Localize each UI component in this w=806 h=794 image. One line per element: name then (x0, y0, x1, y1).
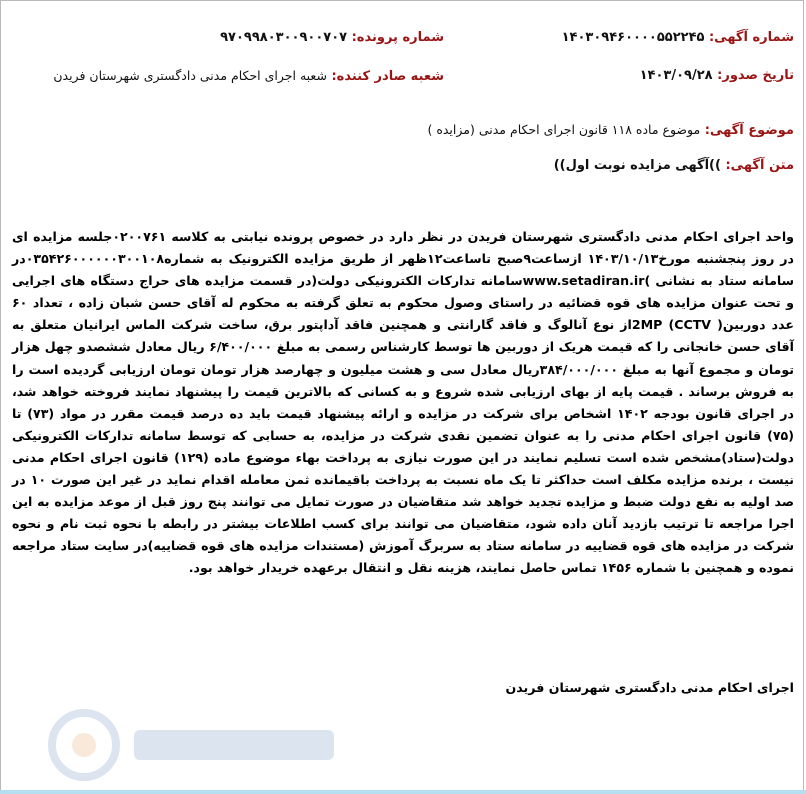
text-label: متن آگهی: (725, 158, 794, 173)
issuer-label: شعبه صادر کننده: (331, 69, 444, 84)
subject-value: موضوع ماده ۱۱۸ قانون اجرای احکام مدنی (مزایده ) (427, 122, 701, 137)
file-number-value: ۹۷۰۹۹۸۰۳۰۰۹۰۰۷۰۷ (220, 30, 348, 45)
notice-number-value: ۱۴۰۳۰۹۴۶۰۰۰۰۵۵۲۲۴۵ (561, 30, 705, 45)
notice-title: ))آگهی مزایده نوبت اول)) (553, 158, 721, 173)
file-number-row (220, 30, 444, 45)
watermark-logo (24, 700, 354, 790)
notice-number-row (562, 30, 794, 45)
bottom-strip (0, 790, 806, 794)
subject-row (427, 122, 794, 138)
notice-body: واحد اجرای احکام مدنی دادگستری شهرستان فریدن در نظر دارد در خصوص پرونده نیابتی به کلاسه ۰۲۰۰۷۶۱جلسه مزایده ای در روز پنجشنبه مورخ۱۴۰۳/۱۰/۱۳ ازساعت۹صبح تاساعت۱۲ظهر از طریق مزایده الکترونیک به شماره۰۳۵۴۲۶۰۰۰۰۰۰۳۰۰۱۰۸در سامانه ستاد به نشانی )www.setadiran.irسامانه تدارکات الکترونیکی دولت(در قسمت مزایده های حراج دستگاه های اجرایی و تحت عنوان مزایده های قوه قضائیه در راستای وصول محکوم به تعلق گرفته به محکوم له آقای حسن شبان زاده ، تعداد ۶۰ عدد دوربین( CCTV) 2MPاز نوع آنالوگ و فاقد گارانتی و همچنین فاقد آداپتور برق، ساخت شرکت الماس ایرانیان متعلق به آقای حسن خانجانی را که قیمت هریک از دوربین ها توسط کارشناس رسمی به مبلغ ۶/۴۰۰/۰۰۰ ریال معادل ششصدو چهل هزار تومان و مجموع آنها به مبلغ ۳۸۴/۰۰۰/۰۰۰ریال معادل سی و هشت میلیون و چهارصد هزار تومان تومان ارزیابی گردیده است را به فروش برساند . قیمت پایه از بهای ارزیابی شده شروع و به کسانی که بالاترین قیمت را پیشنهاد نمایند فروخته خواهد شد، در اجرای قانون بودجه ۱۴۰۲ اشخاص برای شرکت در مزایده و ارائه پیشنهاد قیمت باید ده درصد قیمت مقرر در مواد (۷۳) تا (۷۵) قانون اجرای احکام مدنی را به عنوان تضمین نقدی شرکت در مزایده، به حسابی که توسط سامانه تدارکات الکترونیکی دولت(ستاد)مشخص شده است تسلیم نمایند در این صورت نیازی به پرداخت بهاء موضوع ماده (۱۲۹) قانون اجرای احکام مدنی نیست ، برنده مزایده مکلف است حداکثر تا یک ماه نسبت به پرداخت باقیمانده ثمن معامله اقدام نماید در غیر این صورت ۱۰ در صد اولیه به نفع دولت ضبط و مزایده تجدید خواهد شد متقاضیان در صورت تمایل می توانند پنج روز قبل از موعد مزایده به این اجرا مراجعه تا ترتیب بازدید آنان داده شود، متقاضیان می توانند برای کسب اطلاعات بیشتر در رابطه با نحوه ثبت نام و نحوه شرکت در مزایده های قوه قضاییه در سامانه ستاد به سربرگ آموزش (مستندات مزایده های قوه قضاییه)در سایت ستاد مراجعه نموده و همچنین با شماره ۱۴۵۶ تماس حاصل نمایند، هزینه نقل و انتقال برعهده خریدار خواهد بود. (12, 229, 795, 576)
file-number-label: شماره پرونده: (351, 30, 444, 45)
issue-date-row (640, 68, 794, 83)
text-title-row (554, 158, 794, 173)
signature: اجرای احکام مدنی دادگستری شهرستان فریدن (505, 680, 794, 695)
issue-date-value: ۱۴۰۳/۰۹/۲۸ (639, 68, 713, 83)
subject-label: موضوع آگهی: (704, 123, 794, 138)
issue-date-label: تاریخ صدور: (717, 68, 794, 83)
issuer-row (53, 68, 444, 84)
issuer-value: شعبه اجرای احکام مدنی دادگستری شهرستان فریدن (53, 68, 327, 83)
notice-number-label: شماره آگهی: (708, 30, 794, 45)
